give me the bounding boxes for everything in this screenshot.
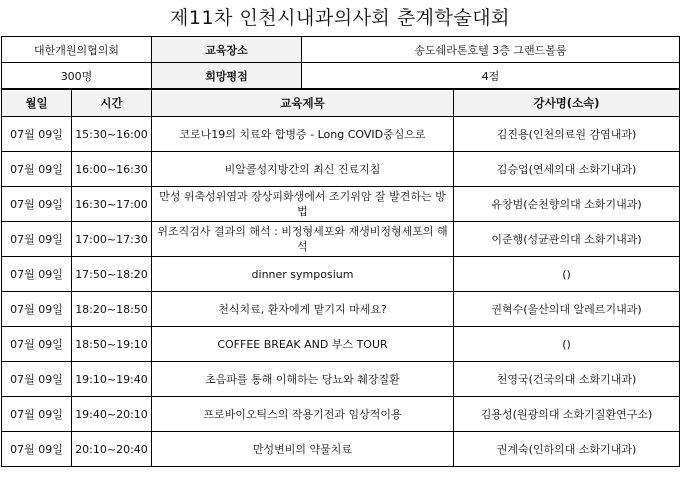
row-lecturer: () (454, 257, 680, 292)
schedule-table (1, 89, 680, 467)
header-lecturer: 강사명(소속) (454, 90, 680, 117)
row-date: 07월 09일 (2, 257, 72, 292)
table-row (2, 117, 680, 152)
row-date: 07월 09일 (2, 152, 72, 187)
row-lecturer: () (454, 327, 680, 362)
row-time: 19:10~19:40 (72, 362, 152, 397)
row-time: 18:50~19:10 (72, 327, 152, 362)
row-date: 07월 09일 (2, 292, 72, 327)
capacity-cell: 300명 (2, 63, 152, 89)
header-topic: 교육제목 (152, 90, 454, 117)
info-row-score (2, 63, 680, 89)
row-topic: 프로바이오틱스의 작용기전과 임상적이용 (152, 397, 454, 432)
row-lecturer: 김승업(연세의대 소화기내과) (454, 152, 680, 187)
row-date: 07월 09일 (2, 397, 72, 432)
row-time: 20:10~20:40 (72, 432, 152, 467)
table-row (2, 187, 680, 222)
row-topic: 만성 위축성위염과 장상피화생에서 조기위암 잘 발견하는 방법 (152, 187, 454, 222)
row-lecturer: 김진용(인천의료원 감염내과) (454, 117, 680, 152)
row-lecturer: 권계숙(인하의대 소화기내과) (454, 432, 680, 467)
row-time: 17:00~17:30 (72, 222, 152, 257)
row-lecturer: 이준행(성균관의대 소화기내과) (454, 222, 680, 257)
header-time: 시간 (72, 90, 152, 117)
schedule-header-row (2, 90, 680, 117)
table-row (2, 292, 680, 327)
score-value: 4점 (302, 63, 680, 89)
page-title: 제11차 인천시내과의사회 춘계학술대회 (170, 7, 510, 29)
row-topic: 만성변비의 약물치료 (152, 432, 454, 467)
row-date: 07월 09일 (2, 117, 72, 152)
row-date: 07월 09일 (2, 327, 72, 362)
row-time: 16:30~17:00 (72, 187, 152, 222)
row-time: 17:50~18:20 (72, 257, 152, 292)
table-row (2, 222, 680, 257)
row-topic: dinner symposium (152, 257, 454, 292)
organizer-cell: 대한개원의협의회 (2, 37, 152, 63)
row-topic: 비알콜성지방간의 최신 진료지침 (152, 152, 454, 187)
info-row-venue (2, 37, 680, 63)
row-date: 07월 09일 (2, 187, 72, 222)
row-lecturer: 권혁수(울산의대 알레르기내과) (454, 292, 680, 327)
row-topic: 천식치료, 환자에게 맡기지 마세요? (152, 292, 454, 327)
row-date: 07월 09일 (2, 222, 72, 257)
row-time: 19:40~20:10 (72, 397, 152, 432)
row-topic: 위조직검사 결과의 해석 : 비정형세포와 재생비정형세포의 해석 (152, 222, 454, 257)
table-row (2, 327, 680, 362)
row-lecturer: 김용성(원광의대 소화기질환연구소) (454, 397, 680, 432)
score-label: 희망평점 (152, 63, 302, 89)
header-date: 월일 (2, 90, 72, 117)
table-row (2, 362, 680, 397)
row-lecturer: 유창범(순천향의대 소화기내과) (454, 187, 680, 222)
row-lecturer: 천영국(건국의대 소화기내과) (454, 362, 680, 397)
row-topic: 코로나19의 치료와 합병증 - Long COVID중심으로 (152, 117, 454, 152)
info-table (1, 36, 680, 89)
venue-label: 교육장소 (152, 37, 302, 63)
table-row (2, 432, 680, 467)
table-row (2, 257, 680, 292)
row-date: 07월 09일 (2, 362, 72, 397)
row-time: 16:00~16:30 (72, 152, 152, 187)
row-topic: 초음파를 통해 이해하는 당뇨와 췌장질환 (152, 362, 454, 397)
table-row (2, 152, 680, 187)
venue-value: 송도쉐라톤호텔 3층 그랜드볼룸 (302, 37, 680, 63)
row-date: 07월 09일 (2, 432, 72, 467)
row-time: 18:20~18:50 (72, 292, 152, 327)
row-topic: COFFEE BREAK AND 부스 TOUR (152, 327, 454, 362)
table-row (2, 397, 680, 432)
row-time: 15:30~16:00 (72, 117, 152, 152)
